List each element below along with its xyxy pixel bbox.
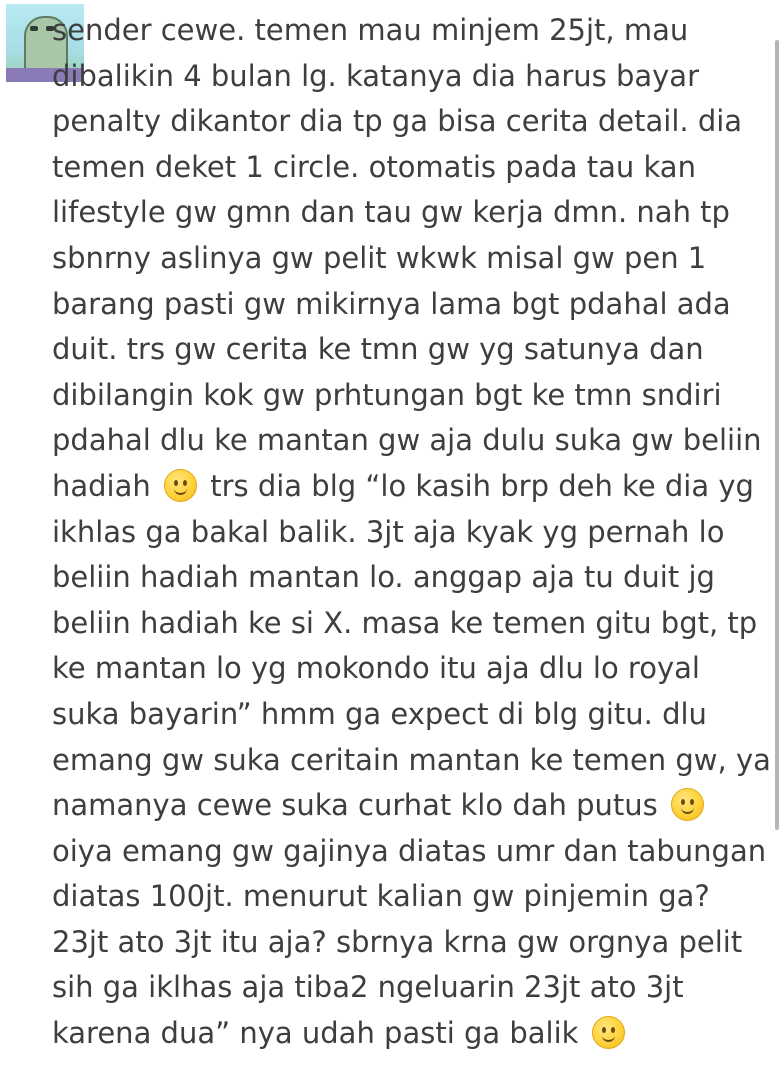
slightly-smiling-face-icon xyxy=(671,788,704,821)
note-line: sender cewe. temen mau minjem 25jt, mau xyxy=(52,13,689,47)
note-line: suka bayarin” hmm ga expect di blg gitu. dlu xyxy=(52,696,707,731)
slightly-smiling-face-icon xyxy=(592,1016,625,1049)
note-line: oiya emang gw gajinya diatas umr dan tabungan xyxy=(52,833,767,868)
note-line: pdahal dlu ke mantan gw aja dulu suka gw beliin xyxy=(52,423,762,458)
note-line: sbnrny aslinya gw pelit wkwk misal gw pen 1 xyxy=(52,240,707,275)
note-line: sih ga iklhas aja tiba2 ngeluarin 23jt ato 3jt xyxy=(52,970,684,1005)
note-segment: trs dia blg “lo kasih brp deh ke dia yg xyxy=(210,468,754,503)
note-line: ikhlas ga bakal balik. 3jt aja kyak yg pernah lo xyxy=(52,514,725,549)
note-body xyxy=(52,8,771,1057)
note-line: temen deket 1 circle. otomatis pada tau kan xyxy=(52,149,696,184)
note-segment: namanya cewe suka curhat klo dah putus xyxy=(52,788,658,823)
note-line: dibilangin kok gw prhtungan bgt ke tmn sndiri xyxy=(52,377,722,412)
note-line: emang gw suka ceritain mantan ke temen gw, ya xyxy=(52,742,771,777)
vertical-scrollbar[interactable] xyxy=(775,40,779,830)
note-line: duit. trs gw cerita ke tmn gw yg satunya dan xyxy=(52,332,704,367)
note-line: diatas 100jt. menurut kalian gw pinjemin ga? xyxy=(52,879,710,914)
note-line: lifestyle gw gmn dan tau gw kerja dmn. nah tp xyxy=(52,195,730,230)
note-line: dibalikin 4 bulan lg. katanya dia harus bayar xyxy=(52,58,699,93)
avatar-eye-left xyxy=(30,26,38,31)
note-line: 23jt ato 3jt itu aja? sbrnya krna gw orgnya pelit xyxy=(52,924,743,959)
note-line xyxy=(52,783,762,829)
note-segment: hadiah xyxy=(52,468,151,503)
note-line xyxy=(52,1011,762,1057)
note-line: beliin hadiah ke si X. masa ke temen gitu bgt, tp xyxy=(52,605,758,640)
note-line: ke mantan lo yg mokondo itu aja dlu lo royal xyxy=(52,651,700,686)
note-line: barang pasti gw mikirnya lama bgt pdahal ada xyxy=(52,286,731,321)
note-line: beliin hadiah mantan lo. anggap aja tu duit jg xyxy=(52,560,715,595)
slightly-smiling-face-icon xyxy=(164,469,197,502)
note-segment: karena dua” nya udah pasti ga balik xyxy=(52,1016,579,1051)
note-line: penalty dikantor dia tp ga bisa cerita detail. dia xyxy=(52,104,743,139)
note-line xyxy=(52,464,762,510)
